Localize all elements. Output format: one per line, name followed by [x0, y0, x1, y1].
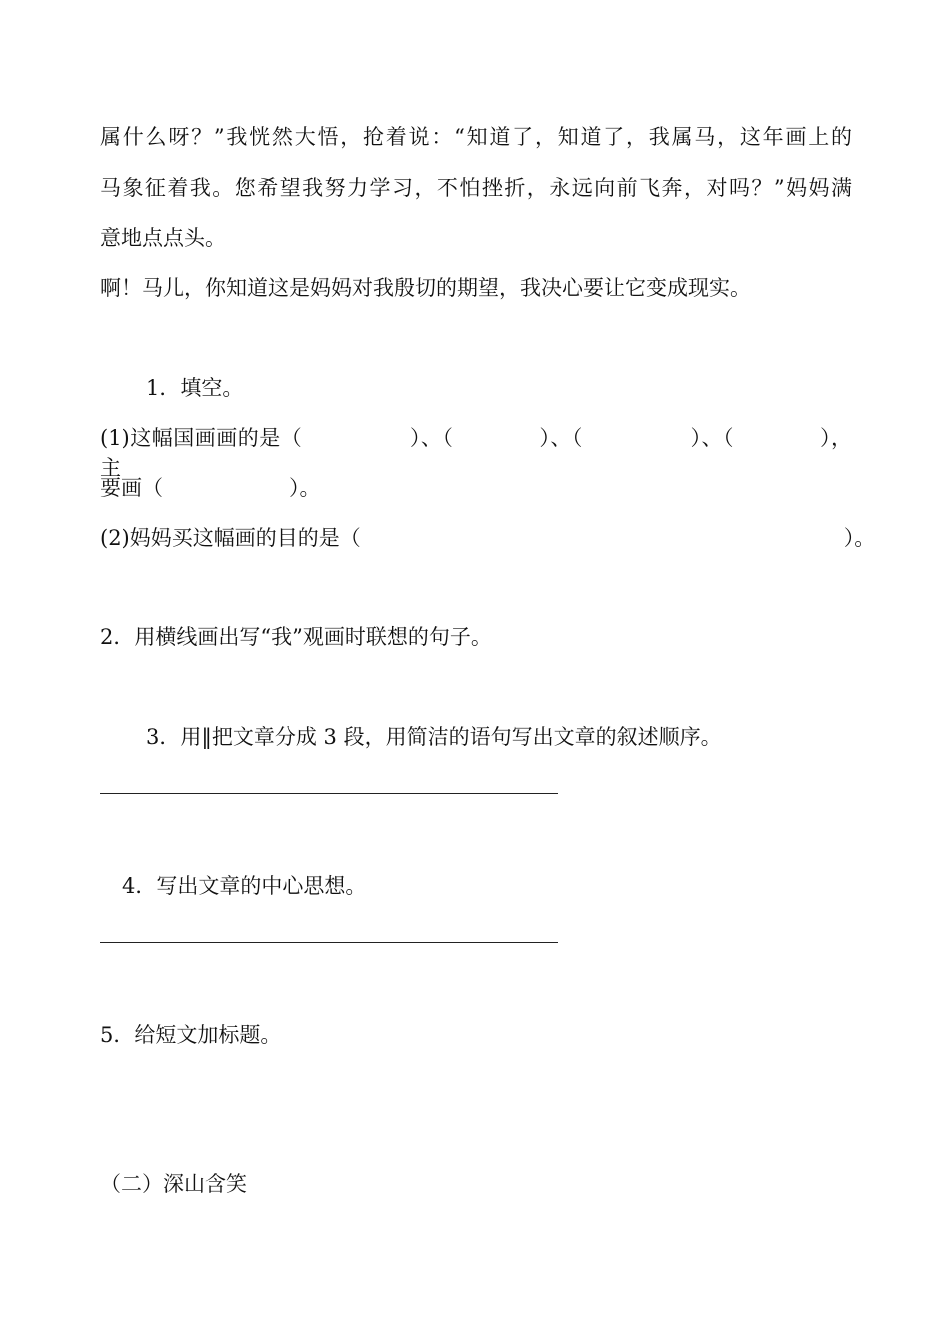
passage-line-1: 属什么呀？”我恍然大悟，抢着说：“知道了，知道了，我属马，这年画上的: [100, 125, 852, 149]
answer-line-4: [100, 942, 558, 943]
answer-line-3: [100, 793, 558, 794]
question-1-1-line-2: 要画（ ）。: [100, 476, 321, 500]
question-4: 4．写出文章的中心思想。: [122, 874, 367, 898]
passage-line-2: 马象征着我。您希望我努力学习，不怕挫折，永远向前飞奔，对吗？”妈妈满: [100, 176, 852, 200]
passage-line-3: 意地点点头。: [100, 226, 226, 250]
section-title: （二）深山含笑: [100, 1172, 247, 1196]
question-2: 2．用横线画出写“我”观画时联想的句子。: [100, 625, 492, 649]
question-5: 5．给短文加标题。: [100, 1023, 282, 1047]
question-1-1-line-1: (1)这幅国画画的是（ ）、（ ）、（ ）、（ ），主: [100, 426, 852, 480]
question-1-2: (2)妈妈买这幅画的目的是（ ）。: [100, 526, 876, 550]
question-3: 3．用‖把文章分成 3 段，用简洁的语句写出文章的叙述顺序。: [146, 725, 722, 749]
question-1-title: 1．填空。: [146, 376, 244, 400]
passage-line-4: 啊！马儿，你知道这是妈妈对我殷切的期望，我决心要让它变成现实。: [100, 276, 751, 300]
